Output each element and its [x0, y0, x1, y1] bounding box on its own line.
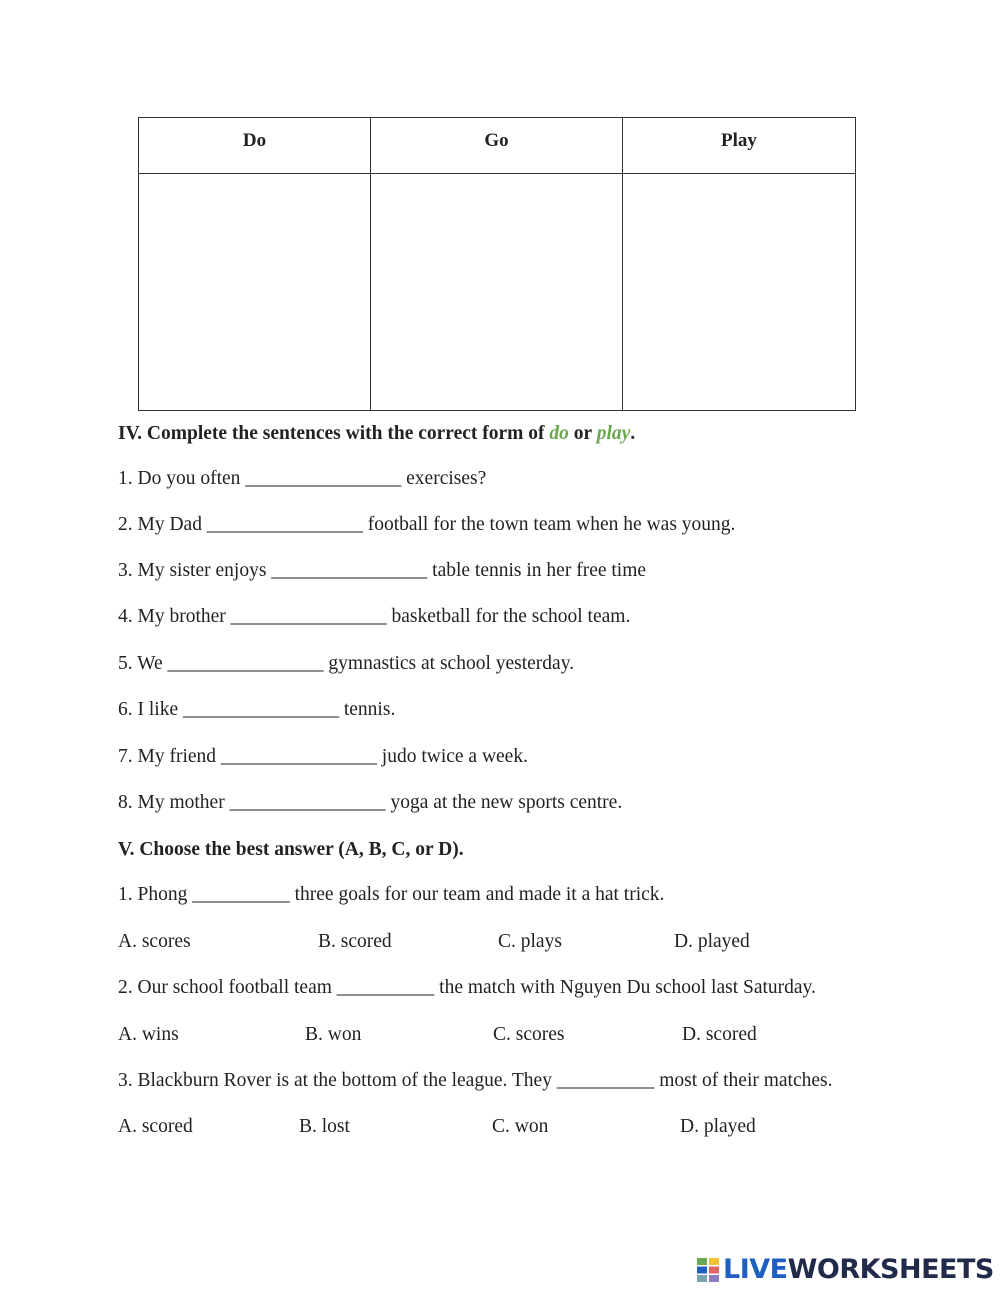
- sentence-1: 1. Do you often ________________ exercises?: [118, 468, 487, 489]
- q3-option-b[interactable]: B. lost: [299, 1116, 350, 1137]
- sentence-3: 3. My sister enjoys ________________ table tennis in her free time: [118, 560, 647, 581]
- logo-live-text: LIVE: [723, 1254, 788, 1285]
- keyword-play: play: [596, 423, 631, 444]
- q2-option-c[interactable]: C. scores: [493, 1024, 565, 1045]
- liveworksheets-wordmark: [723, 1255, 994, 1285]
- q1-option-b[interactable]: B. scored: [318, 931, 392, 952]
- question-3: 3. Blackburn Rover is at the bottom of the league. They __________ most of their matches.: [118, 1070, 833, 1091]
- section-iv-heading: [118, 423, 635, 445]
- header-do: Do: [139, 118, 371, 174]
- q2-option-a[interactable]: A. wins: [118, 1024, 179, 1045]
- heading-or: or: [568, 423, 597, 444]
- sentence-6: 6. I like ________________ tennis.: [118, 699, 396, 720]
- sentence-7: 7. My friend ________________ judo twice a week.: [118, 746, 528, 767]
- keyword-do: do: [549, 423, 569, 444]
- play-answer-cell[interactable]: [623, 174, 856, 411]
- q3-option-d[interactable]: D. played: [680, 1116, 756, 1137]
- question-2: 2. Our school football team __________ the match with Nguyen Du school last Saturday.: [118, 977, 816, 998]
- table-answer-row: [139, 174, 856, 411]
- heading-text: IV. Complete the sentences with the correct form of: [118, 423, 550, 444]
- do-answer-cell[interactable]: [139, 174, 371, 411]
- sentence-5: 5. We ________________ gymnastics at school yesterday.: [118, 653, 575, 674]
- header-play: Play: [623, 118, 856, 174]
- sentence-2: 2. My Dad ________________ football for the town team when he was young.: [118, 514, 736, 535]
- question-1: 1. Phong __________ three goals for our team and made it a hat trick.: [118, 884, 665, 905]
- section-v-heading: V. Choose the best answer (A, B, C, or D).: [118, 839, 464, 860]
- q1-option-d[interactable]: D. played: [674, 931, 750, 952]
- sentence-8: 8. My mother ________________ yoga at the new sports centre.: [118, 792, 623, 813]
- table-header-row: [139, 118, 856, 174]
- q1-option-a[interactable]: A. scores: [118, 931, 191, 952]
- q2-option-d[interactable]: D. scored: [682, 1024, 757, 1045]
- logo-worksheets-text: WORKSHEETS: [787, 1254, 994, 1285]
- liveworksheets-logo: [697, 1255, 994, 1285]
- sentence-4: 4. My brother ________________ basketball for the school team.: [118, 606, 631, 627]
- sorting-table: [138, 117, 856, 411]
- q2-option-b[interactable]: B. won: [305, 1024, 362, 1045]
- go-answer-cell[interactable]: [371, 174, 623, 411]
- q3-option-c[interactable]: C. won: [492, 1116, 549, 1137]
- q1-option-c[interactable]: C. plays: [498, 931, 562, 952]
- heading-end: .: [630, 423, 636, 444]
- q3-option-a[interactable]: A. scored: [118, 1116, 193, 1137]
- header-go: Go: [371, 118, 623, 174]
- liveworksheets-logo-icon: [697, 1258, 719, 1282]
